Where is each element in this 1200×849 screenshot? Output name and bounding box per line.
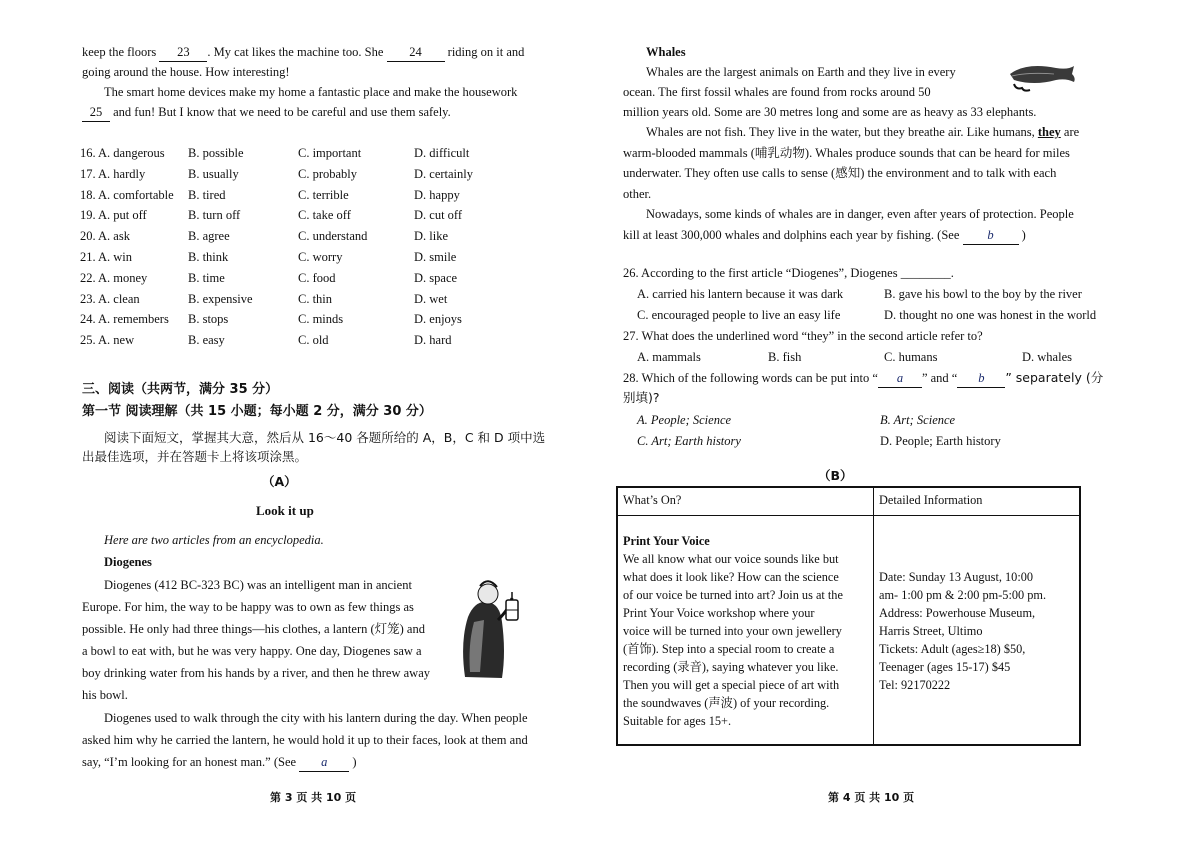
option-b: B. time bbox=[188, 270, 225, 285]
instruction-line-2: 出最佳选项，并在答题卡上将该项涂黑。 bbox=[82, 449, 308, 464]
whales-line-8: Nowadays, some kinds of whales are in danger, even after years of protection. People bbox=[646, 207, 1074, 221]
instruction-line-1: 阅读下面短文，掌握其大意，然后从 16～40 各题所给的 A，B，C 和 D 项中选 bbox=[104, 430, 546, 445]
see-blank-a: a bbox=[299, 754, 349, 772]
passage-b-label: （B） bbox=[818, 468, 853, 483]
q26-option-d: D. thought no one was honest in the world bbox=[884, 308, 1097, 322]
option-a: A. hardly bbox=[98, 166, 146, 181]
q26-option-c: C. encouraged people to live an easy life bbox=[637, 308, 841, 322]
option-c: C. important bbox=[298, 146, 362, 160]
blank-25: 25 bbox=[82, 104, 110, 122]
section-heading: 三、阅读（共两节，满分 35 分） bbox=[82, 382, 279, 397]
diogenes-line-5: boy drinking water from his hands by a river, and then he threw away bbox=[82, 666, 431, 680]
event-title: Print Your Voice bbox=[623, 533, 710, 548]
info-cell bbox=[874, 515, 1081, 745]
option-d: D. hard bbox=[414, 333, 452, 348]
passage-a-label: （A） bbox=[262, 474, 297, 489]
option-c: C. thin bbox=[298, 291, 333, 306]
diogenes-illustration bbox=[440, 572, 532, 684]
whales-line-2: ocean. The first fossil whales are found from rocks around 50 bbox=[623, 85, 931, 99]
passage-intro: Here are two articles from an encyclopedia. bbox=[104, 533, 324, 547]
option-d: D. happy bbox=[414, 187, 460, 202]
passage-title: Look it up bbox=[256, 503, 314, 518]
question-27: 27. What does the underlined word “they” in the second article refer to? bbox=[623, 329, 983, 343]
question-26: 26. According to the first article “Diogenes”, Diogenes ________. bbox=[623, 266, 954, 280]
table-header-whats-on: What’s On? bbox=[617, 487, 874, 515]
info-line: Teenager (ages 15-17) $45 bbox=[879, 659, 1011, 674]
blank-24: 24 bbox=[387, 44, 445, 62]
option-b: B. agree bbox=[188, 229, 230, 244]
option-b: B. possible bbox=[188, 146, 244, 160]
option-d: D. wet bbox=[414, 291, 448, 306]
option-c: C. take off bbox=[298, 208, 351, 223]
cloze-line-1: keep the floors 23 . My cat likes the machine too. She 24 riding on it and bbox=[82, 44, 524, 62]
option-c: C. minds bbox=[298, 312, 344, 327]
whales-line-3: million years old. Some are 30 metres long and some are as heavy as 33 elephants. bbox=[623, 105, 1037, 119]
event-table bbox=[616, 486, 1081, 746]
option-b: B. usually bbox=[188, 166, 239, 181]
option-a: A. dangerous bbox=[98, 146, 165, 160]
option-c: C. terrible bbox=[298, 187, 349, 202]
option-a: A. put off bbox=[98, 208, 147, 223]
question-number: 20. bbox=[80, 229, 96, 244]
diogenes-line-6: his bowl. bbox=[82, 688, 128, 702]
question-28: 28. Which of the following words can be put into “ a ” and “ b ” separately (分 bbox=[623, 370, 1103, 388]
q28-option-a: A. People; Science bbox=[637, 413, 732, 427]
option-c: C. worry bbox=[298, 250, 343, 264]
option-d: D. like bbox=[414, 229, 449, 244]
event-line: what does it look like? How can the science bbox=[623, 569, 839, 584]
question-number: 24. bbox=[80, 312, 96, 327]
option-a: A. comfortable bbox=[98, 187, 174, 202]
event-details bbox=[879, 568, 1074, 694]
question-number: 21. bbox=[80, 250, 96, 264]
option-a: A. remembers bbox=[98, 312, 169, 327]
underlined-they: they bbox=[1037, 125, 1061, 139]
event-line: Suitable for ages 15+. bbox=[623, 714, 732, 729]
event-line: voice will be turned into your own jewellery bbox=[623, 623, 842, 638]
option-c: C. understand bbox=[298, 229, 368, 244]
event-description bbox=[623, 550, 868, 731]
table-header-details: Detailed Information bbox=[874, 487, 1081, 515]
question-28-line-2: 别填)? bbox=[623, 390, 660, 405]
option-c: C. food bbox=[298, 270, 336, 285]
option-d: D. cut off bbox=[414, 208, 463, 223]
whales-line-4: Whales are not fish. They live in the water, but they breathe air. Like humans, they are bbox=[646, 125, 1080, 139]
option-a: A. ask bbox=[98, 229, 130, 244]
option-a: A. money bbox=[98, 270, 148, 285]
option-d: D. difficult bbox=[414, 146, 470, 160]
option-b: B. easy bbox=[188, 333, 225, 348]
diogenes-line-3: possible. He only had three things—his clothes, a lantern (灯笼) and bbox=[82, 622, 425, 636]
q28-option-c: C. Art; Earth history bbox=[637, 434, 741, 448]
info-line: Address: Powerhouse Museum, bbox=[879, 605, 1036, 620]
question-number: 16. bbox=[80, 146, 96, 160]
cloze-line-4: 25 and fun! But I know that we need to be careful and use them safely. bbox=[82, 104, 451, 122]
option-b: B. expensive bbox=[188, 291, 253, 306]
page-footer-right: 第 4 页 共 10 页 bbox=[828, 791, 915, 804]
info-line: Tel: 92170222 bbox=[879, 677, 951, 692]
option-b: B. tired bbox=[188, 187, 226, 202]
q26-option-b: B. gave his bowl to the boy by the river bbox=[884, 287, 1082, 301]
option-a: A. win bbox=[98, 250, 133, 264]
q28-option-d: D. People; Earth history bbox=[880, 434, 1001, 448]
whales-line-1: Whales are the largest animals on Earth and they live in every bbox=[646, 65, 956, 79]
diogenes-heading: Diogenes bbox=[104, 555, 152, 569]
event-line: of our voice be turned into art? Join us at the bbox=[623, 587, 843, 602]
info-line: Tickets: Adult (ages≥18) $50, bbox=[879, 641, 1026, 656]
event-line: recording (录音), saying whatever you like. bbox=[623, 659, 839, 674]
info-line: Date: Sunday 13 August, 10:00 bbox=[879, 569, 1034, 584]
diogenes-line-9: say, “I’m looking for an honest man.” (See a ) bbox=[82, 754, 356, 772]
q27-option-c: C. humans bbox=[884, 350, 938, 364]
page-footer-left: 第 3 页 共 10 页 bbox=[270, 791, 357, 804]
diogenes-line-8: asked him why he carried the lantern, he would hold it up to their faces, look at them and bbox=[82, 733, 528, 747]
option-d: D. enjoys bbox=[414, 312, 462, 327]
question-number: 19. bbox=[80, 208, 96, 223]
q27-option-a: A. mammals bbox=[637, 350, 701, 364]
diogenes-line-2: Europe. For him, the way to be happy was to own as few things as bbox=[82, 600, 414, 614]
option-d: D. smile bbox=[414, 250, 457, 264]
info-line: Harris Street, Ultimo bbox=[879, 623, 983, 638]
event-line: Then you will get a special piece of art with bbox=[623, 678, 840, 692]
option-b: B. turn off bbox=[188, 208, 241, 223]
option-a: A. new bbox=[98, 333, 135, 348]
event-line: (首饰). Step into a special room to create a bbox=[623, 641, 835, 656]
option-c: C. old bbox=[298, 333, 329, 348]
question-number: 17. bbox=[80, 166, 96, 181]
whale-illustration bbox=[1006, 60, 1078, 94]
whales-line-6: underwater. They often use calls to sense (感知) the environment and to talk with each bbox=[623, 166, 1057, 180]
question-number: 22. bbox=[80, 270, 96, 285]
q26-option-a: A. carried his lantern because it was dark bbox=[637, 287, 844, 301]
event-line: We all know what our voice sounds like but bbox=[623, 551, 839, 566]
whales-line-7: other. bbox=[623, 187, 652, 201]
q27-option-b: B. fish bbox=[768, 350, 802, 364]
option-d: D. certainly bbox=[414, 166, 474, 181]
event-line: Print Your Voice workshop where your bbox=[623, 605, 815, 620]
question-number: 18. bbox=[80, 187, 96, 202]
diogenes-line-1: Diogenes (412 BC-323 BC) was an intelligent man in ancient bbox=[104, 578, 412, 592]
cloze-line-2: going around the house. How interesting! bbox=[82, 65, 290, 79]
q28-option-b: B. Art; Science bbox=[880, 413, 956, 427]
option-b: B. stops bbox=[188, 312, 229, 327]
info-line: am- 1:00 pm & 2:00 pm-5:00 pm. bbox=[879, 587, 1047, 602]
question-number: 25. bbox=[80, 333, 96, 348]
blank-23: 23 bbox=[159, 44, 207, 62]
question-number: 23. bbox=[80, 291, 96, 306]
see-blank-b: b bbox=[963, 227, 1019, 245]
whales-heading: Whales bbox=[646, 45, 686, 59]
option-b: B. think bbox=[188, 250, 229, 264]
event-line: the soundwaves (声波) of your recording. bbox=[623, 696, 830, 711]
whales-line-9: kill at least 300,000 whales and dolphins each year by fishing. (See b ) bbox=[623, 227, 1026, 245]
diogenes-line-7: Diogenes used to walk through the city with his lantern during the day. When people bbox=[104, 711, 528, 725]
option-a: A. clean bbox=[98, 291, 140, 306]
whales-line-5: warm-blooded mammals (哺乳动物). Whales produce sounds that can be heard for miles bbox=[623, 146, 1070, 160]
part-heading: 第一节 阅读理解（共 15 小题；每小题 2 分，满分 30 分） bbox=[82, 404, 432, 419]
diogenes-line-4: a bowl to eat with, but he was very happy. One day, Diogenes saw a bbox=[82, 644, 422, 658]
option-d: D. space bbox=[414, 270, 458, 285]
option-c: C. probably bbox=[298, 166, 358, 181]
q27-option-d: D. whales bbox=[1022, 350, 1072, 364]
event-cell bbox=[617, 515, 874, 745]
cloze-line-3: The smart home devices make my home a fantastic place and make the housework bbox=[104, 85, 518, 99]
